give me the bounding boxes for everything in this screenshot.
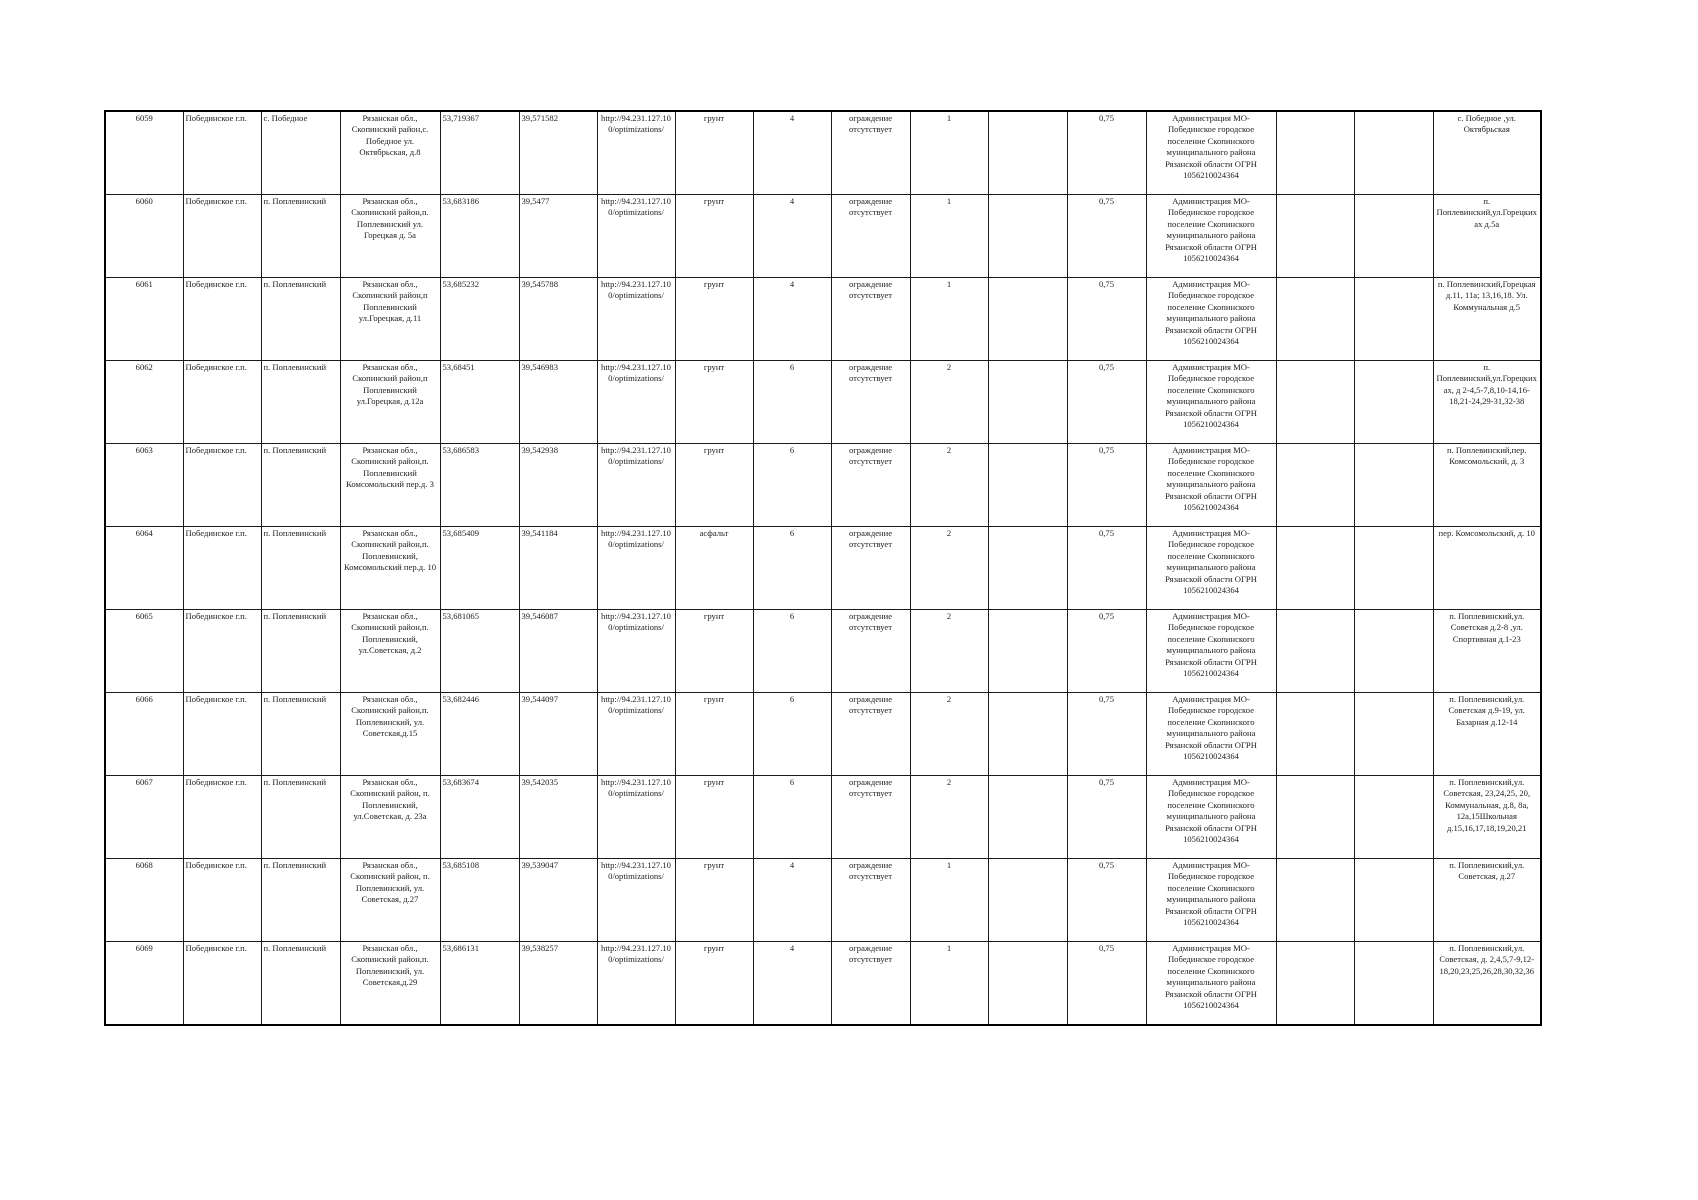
longitude-cell: 39,544097 [519,693,597,776]
surface-cell: грунт [675,195,753,278]
area-cell: 6 [753,610,831,693]
containers-cell: 1 [910,111,988,195]
sources-cell: пер. Комсомольский, д. 10 [1433,527,1541,610]
surface-cell: грунт [675,776,753,859]
owner-cell: Администрация МО-Побединское городское поселение Скопинского муниципального района Рязанской области ОГРН 1056210024364 [1146,527,1276,610]
settlement-cell: Побединское г.п. [183,776,261,859]
site-id-cell: 6062 [105,361,183,444]
locality-cell: с. Победное [261,111,340,195]
locality-cell: п. Поплевинский [261,610,340,693]
fence-cell: ограждение отсутствует [831,444,910,527]
containers-cell: 1 [910,942,988,1026]
latitude-cell: 53,682446 [440,693,519,776]
site-id-cell: 6064 [105,527,183,610]
address-cell: Рязанская обл., Скопинский район,п. Поплевинский, ул. Советская,д.29 [340,942,440,1026]
longitude-cell: 39,545788 [519,278,597,361]
table-row [105,361,1541,444]
settlement-cell: Побединское г.п. [183,195,261,278]
owner-cell: Администрация МО-Побединское городское поселение Скопинского муниципального района Рязанской области ОГРН 1056210024364 [1146,361,1276,444]
locality-cell: п. Поплевинский [261,776,340,859]
area-cell: 4 [753,195,831,278]
surface-cell: грунт [675,444,753,527]
empty-cell [1276,859,1354,942]
latitude-cell: 53,68451 [440,361,519,444]
waste-sites-table [104,110,1542,1026]
locality-cell: п. Поплевинский [261,859,340,942]
surface-cell: грунт [675,111,753,195]
volume-cell: 0,75 [1067,361,1146,444]
owner-cell: Администрация МО-Побединское городское поселение Скопинского муниципального района Рязанской области ОГРН 1056210024364 [1146,859,1276,942]
volume-cell: 0,75 [1067,859,1146,942]
containers-cell: 1 [910,195,988,278]
longitude-cell: 39,542035 [519,776,597,859]
empty-cell [988,527,1067,610]
empty-cell [1354,693,1433,776]
owner-cell: Администрация МО-Побединское городское поселение Скопинского муниципального района Рязанской области ОГРН 1056210024364 [1146,776,1276,859]
longitude-cell: 39,538257 [519,942,597,1026]
latitude-cell: 53,683186 [440,195,519,278]
latitude-cell: 53,685232 [440,278,519,361]
surface-cell: грунт [675,278,753,361]
locality-cell: п. Поплевинский [261,195,340,278]
area-cell: 4 [753,278,831,361]
site-id-cell: 6067 [105,776,183,859]
empty-cell [1276,444,1354,527]
area-cell: 4 [753,859,831,942]
site-id-cell: 6059 [105,111,183,195]
locality-cell: п. Поплевинский [261,444,340,527]
area-cell: 6 [753,693,831,776]
locality-cell: п. Поплевинский [261,942,340,1026]
empty-cell [1354,776,1433,859]
volume-cell: 0,75 [1067,610,1146,693]
containers-cell: 2 [910,610,988,693]
empty-cell [988,693,1067,776]
latitude-cell: 53,685108 [440,859,519,942]
fence-cell: ограждение отсутствует [831,278,910,361]
empty-cell [988,942,1067,1026]
empty-cell [1276,527,1354,610]
area-cell: 4 [753,942,831,1026]
empty-cell [988,111,1067,195]
address-cell: Рязанская обл., Скопинский район, п. Поплевинский, ул.Советская, д. 23а [340,776,440,859]
area-cell: 6 [753,444,831,527]
empty-cell [1354,610,1433,693]
owner-cell: Администрация МО-Побединское городское поселение Скопинского муниципального района Рязанской области ОГРН 1056210024364 [1146,693,1276,776]
photo-url-cell: http://94.231.127.10 0/optimizations/ [597,195,675,278]
photo-url-cell: http://94.231.127.10 0/optimizations/ [597,361,675,444]
longitude-cell: 39,5477 [519,195,597,278]
site-id-cell: 6061 [105,278,183,361]
empty-cell [988,361,1067,444]
containers-cell: 1 [910,278,988,361]
owner-cell: Администрация МО-Побединское городское поселение Скопинского муниципального района Рязанской области ОГРН 1056210024364 [1146,111,1276,195]
table-row [105,942,1541,1026]
empty-cell [1276,361,1354,444]
settlement-cell: Побединское г.п. [183,859,261,942]
sources-cell: п. Поплевинский,ул.Горецких ах, д 2-4,5-7,8,10-14,16-18,21-24,29-31,32-38 [1433,361,1541,444]
sources-cell: с. Победное ,ул. Октябрьская [1433,111,1541,195]
latitude-cell: 53,686583 [440,444,519,527]
owner-cell: Администрация МО-Побединское городское поселение Скопинского муниципального района Рязанской области ОГРН 1056210024364 [1146,278,1276,361]
table-row [105,278,1541,361]
longitude-cell: 39,546983 [519,361,597,444]
sources-cell: п. Поплевинский,ул. Советская, д. 2,4,5,7-9,12-18,20,23,25,26,28,30,32,36 [1433,942,1541,1026]
longitude-cell: 39,539047 [519,859,597,942]
photo-url-cell: http://94.231.127.10 0/optimizations/ [597,942,675,1026]
empty-cell [1354,859,1433,942]
area-cell: 6 [753,776,831,859]
latitude-cell: 53,686131 [440,942,519,1026]
fence-cell: ограждение отсутствует [831,776,910,859]
site-id-cell: 6063 [105,444,183,527]
containers-cell: 2 [910,693,988,776]
settlement-cell: Побединское г.п. [183,942,261,1026]
owner-cell: Администрация МО-Побединское городское поселение Скопинского муниципального района Рязанской области ОГРН 1056210024364 [1146,610,1276,693]
settlement-cell: Побединское г.п. [183,361,261,444]
longitude-cell: 39,546087 [519,610,597,693]
longitude-cell: 39,542938 [519,444,597,527]
empty-cell [1276,111,1354,195]
containers-cell: 2 [910,361,988,444]
empty-cell [988,278,1067,361]
site-id-cell: 6066 [105,693,183,776]
longitude-cell: 39,571582 [519,111,597,195]
address-cell: Рязанская обл., Скопинский район,п. Поплевинский, ул.Советская, д.2 [340,610,440,693]
empty-cell [988,776,1067,859]
empty-cell [1354,278,1433,361]
empty-cell [1276,776,1354,859]
sources-cell: п. Поплевинский,ул. Советская д.2-8 ,ул. Спортивная д.1-23 [1433,610,1541,693]
table-row [105,610,1541,693]
table-row [105,693,1541,776]
empty-cell [988,859,1067,942]
empty-cell [1354,111,1433,195]
volume-cell: 0,75 [1067,776,1146,859]
sources-cell: п. Поплевинский,ул. Советская, 23,24,25, 20, Коммунальная, д.8, 8а, 12а,15Школьная д.15,16,17,18,19,20,21 [1433,776,1541,859]
volume-cell: 0,75 [1067,527,1146,610]
settlement-cell: Побединское г.п. [183,278,261,361]
empty-cell [1354,527,1433,610]
locality-cell: п. Поплевинский [261,278,340,361]
fence-cell: ограждение отсутствует [831,527,910,610]
photo-url-cell: http://94.231.127.10 0/optimizations/ [597,693,675,776]
photo-url-cell: http://94.231.127.10 0/optimizations/ [597,111,675,195]
address-cell: Рязанская обл., Скопинский район, п. Поплевинский, ул. Советская, д.27 [340,859,440,942]
address-cell: Рязанская обл., Скопинский район,п. Поплевинский Комсомольский пер.д. 3 [340,444,440,527]
sources-cell: п. Поплевинский,ул. Советская, д.27 [1433,859,1541,942]
address-cell: Рязанская обл., Скопинский район,п. Поплевинский, Комсомольский пер.д. 10 [340,527,440,610]
fence-cell: ограждение отсутствует [831,361,910,444]
photo-url-cell: http://94.231.127.10 0/optimizations/ [597,859,675,942]
longitude-cell: 39,541184 [519,527,597,610]
settlement-cell: Побединское г.п. [183,693,261,776]
table-row [105,859,1541,942]
address-cell: Рязанская обл., Скопинский район,п Поплевинский ул.Горецкая, д.11 [340,278,440,361]
sources-cell: п. Поплевинский,Горецкая д.11, 11а; 13,16,18. Ул. Коммунальная д.5 [1433,278,1541,361]
volume-cell: 0,75 [1067,444,1146,527]
area-cell: 6 [753,527,831,610]
owner-cell: Администрация МО-Побединское городское поселение Скопинского муниципального района Рязанской области ОГРН 1056210024364 [1146,444,1276,527]
containers-cell: 2 [910,527,988,610]
sources-cell: п. Поплевинский,ул.Горецких ах д.5а [1433,195,1541,278]
surface-cell: грунт [675,693,753,776]
owner-cell: Администрация МО-Побединское городское поселение Скопинского муниципального района Рязанской области ОГРН 1056210024364 [1146,195,1276,278]
settlement-cell: Побединское г.п. [183,111,261,195]
site-id-cell: 6060 [105,195,183,278]
photo-url-cell: http://94.231.127.10 0/optimizations/ [597,610,675,693]
latitude-cell: 53,685409 [440,527,519,610]
settlement-cell: Побединское г.п. [183,527,261,610]
photo-url-cell: http://94.231.127.10 0/optimizations/ [597,444,675,527]
latitude-cell: 53,719367 [440,111,519,195]
empty-cell [1354,195,1433,278]
empty-cell [1354,942,1433,1026]
empty-cell [988,195,1067,278]
containers-cell: 2 [910,444,988,527]
surface-cell: грунт [675,942,753,1026]
volume-cell: 0,75 [1067,111,1146,195]
empty-cell [1354,361,1433,444]
empty-cell [1276,942,1354,1026]
photo-url-cell: http://94.231.127.10 0/optimizations/ [597,527,675,610]
locality-cell: п. Поплевинский [261,527,340,610]
locality-cell: п. Поплевинский [261,693,340,776]
empty-cell [988,444,1067,527]
address-cell: Рязанская обл., Скопинский район,с. Победное ул. Октябрьская, д.8 [340,111,440,195]
empty-cell [1276,195,1354,278]
fence-cell: ограждение отсутствует [831,859,910,942]
area-cell: 4 [753,111,831,195]
photo-url-cell: http://94.231.127.10 0/optimizations/ [597,278,675,361]
settlement-cell: Побединское г.п. [183,444,261,527]
site-id-cell: 6069 [105,942,183,1026]
address-cell: Рязанская обл., Скопинский район,п. Поплевинский ул. Горецкая д. 5а [340,195,440,278]
surface-cell: грунт [675,859,753,942]
volume-cell: 0,75 [1067,278,1146,361]
site-id-cell: 6065 [105,610,183,693]
table-row [105,111,1541,195]
latitude-cell: 53,683674 [440,776,519,859]
empty-cell [1276,693,1354,776]
empty-cell [1276,610,1354,693]
fence-cell: ограждение отсутствует [831,610,910,693]
table-row [105,195,1541,278]
settlement-cell: Побединское г.п. [183,610,261,693]
volume-cell: 0,75 [1067,693,1146,776]
containers-cell: 1 [910,859,988,942]
address-cell: Рязанская обл., Скопинский район,п Поплевинский ул.Горецкая, д.12а [340,361,440,444]
surface-cell: грунт [675,610,753,693]
table-row [105,776,1541,859]
address-cell: Рязанская обл., Скопинский район,п. Поплевинский, ул. Советская,д.15 [340,693,440,776]
sources-cell: п. Поплевинский,пер. Комсомольский, д. 3 [1433,444,1541,527]
fence-cell: ограждение отсутствует [831,693,910,776]
fence-cell: ограждение отсутствует [831,942,910,1026]
site-id-cell: 6068 [105,859,183,942]
fence-cell: ограждение отсутствует [831,195,910,278]
locality-cell: п. Поплевинский [261,361,340,444]
surface-cell: грунт [675,361,753,444]
volume-cell: 0,75 [1067,942,1146,1026]
fence-cell: ограждение отсутствует [831,111,910,195]
surface-cell: асфальт [675,527,753,610]
empty-cell [988,610,1067,693]
owner-cell: Администрация МО-Побединское городское поселение Скопинского муниципального района Рязанской области ОГРН 1056210024364 [1146,942,1276,1026]
sources-cell: п. Поплевинский,ул. Советская д.9-19, ул. Базарная д.12-14 [1433,693,1541,776]
table-row [105,444,1541,527]
empty-cell [1354,444,1433,527]
containers-cell: 2 [910,776,988,859]
empty-cell [1276,278,1354,361]
volume-cell: 0,75 [1067,195,1146,278]
area-cell: 6 [753,361,831,444]
photo-url-cell: http://94.231.127.10 0/optimizations/ [597,776,675,859]
latitude-cell: 53,681065 [440,610,519,693]
table-row [105,527,1541,610]
